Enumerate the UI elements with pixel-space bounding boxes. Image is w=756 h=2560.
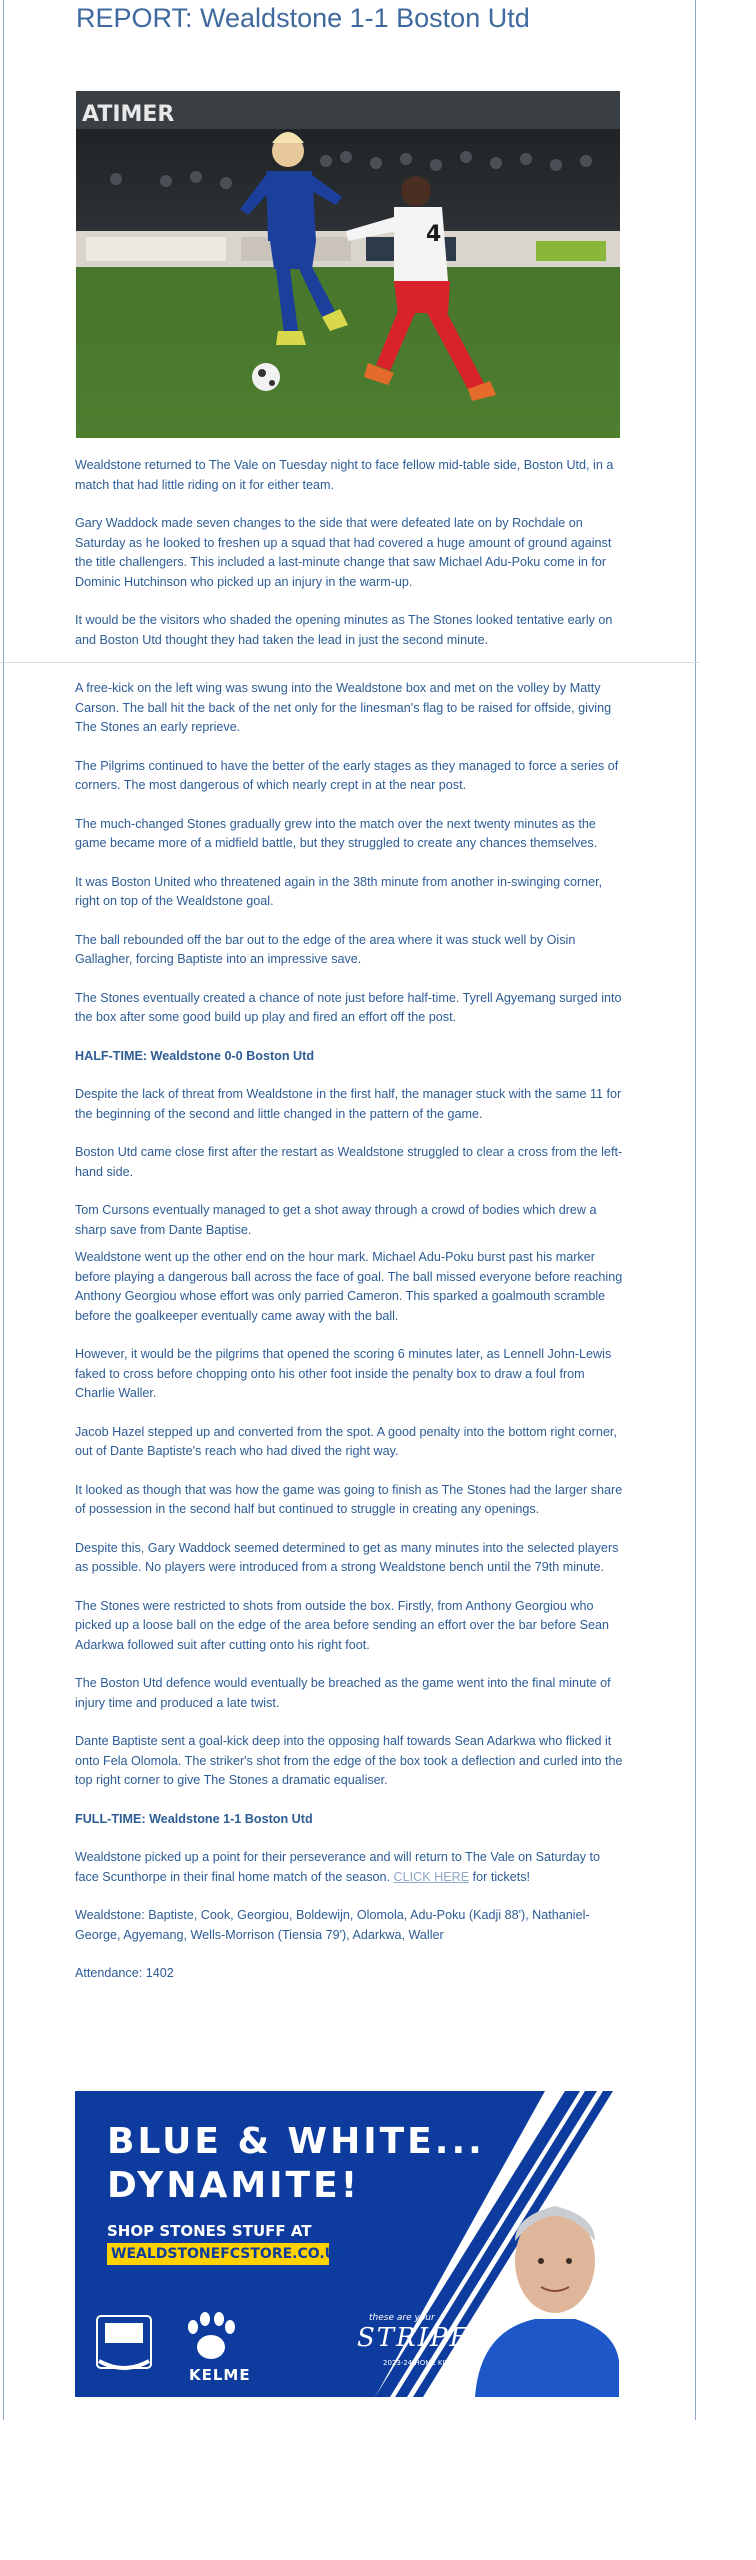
article-paragraph: It looked as though that was how the game was going to finish as The Stones had the larger share of possession in the second half but continued to struggle in creating any openings. xyxy=(75,1482,623,1516)
article-paragraph: Despite this, Gary Waddock seemed determined to get as many minutes into the selected players as possible. No players were introduced from a strong Wealdstone bench until the 79th minute. xyxy=(75,1540,619,1574)
article-paragraph: The much-changed Stones gradually grew into the match over the next twenty minutes as the game became more of a midfield battle, but they struggled to create any chances themselves. xyxy=(75,816,598,850)
article-paragraph: Tom Cursons eventually managed to get a shot away through a crowd of bodies which drew a sharp save from Dante Baptise. xyxy=(75,1203,597,1237)
banner-shop-line: SHOP STONES STUFF AT xyxy=(107,2222,312,2240)
article-paragraph: Wealdstone went up the other end on the hour mark. Michael Adu-Poku burst past his marker before playing a dangerous ball across the face of goal. The ball missed everyone before reaching Anthony Georgiou whose effort was only parried Cameron. This sparked a goalmouth scramble before the goalkeeper eventually came away with the ball. xyxy=(75,1250,623,1323)
article-paragraph: Jacob Hazel stepped up and converted from the spot. A good penalty into the bottom right corner, out of Dante Baptiste's reach who had dived the right way. xyxy=(75,1424,617,1458)
hoarding-text: ATIMER xyxy=(82,102,175,127)
article-paragraph: The ball rebounded off the bar out to the edge of the area where it was stuck well by Oisin Gallagher, forcing Baptiste into an impressive save. xyxy=(75,932,576,966)
article-paragraph: Gary Waddock made seven changes to the side that were defeated late on by Rochdale on Saturday as he looked to freshen up a squad that had covered a huge amount of ground against the title challengers. This included a last-minute change that saw Michael Adu-Poku come in for Dominic Hutchinson who picked up an injury in the warm-up. xyxy=(75,516,612,589)
article-body-part2 xyxy=(75,679,623,2003)
article-paragraph: Wealdstone returned to The Vale on Tuesday night to face fellow mid-table side, Boston Utd, in a match that had little riding on it for either team. xyxy=(75,458,614,492)
page-frame-right xyxy=(695,0,696,2420)
closing-paragraph xyxy=(75,1848,623,1887)
article-paragraph: Boston Utd came close first after the restart as Wealdstone struggled to clear a cross from the left-hand side. xyxy=(75,1145,623,1179)
article-paragraph: However, it would be the pilgrims that opened the scoring 6 minutes later, as Lennell John-Lewis faked to cross before chopping onto his other foot inside the penalty box to draw a foul from Charlie Waller. xyxy=(75,1347,612,1400)
attendance: Attendance: 1402 xyxy=(75,1966,174,1980)
article-paragraph: The Boston Utd defence would eventually be breached as the game went into the final minute of injury time and produced a late twist. xyxy=(75,1676,611,1710)
kit-brand: KELME xyxy=(189,2366,251,2384)
article-paragraph: A free-kick on the left wing was swung into the Wealdstone box and met on the volley by Matty Carson. The ball hit the back of the net only for the linesman's flag to be raised for offside, giving The Stones an early reprieve. xyxy=(75,681,612,734)
article-paragraph: Despite the lack of threat from Wealdstone in the first half, the manager stuck with the same 11 for the beginning of the second and little changed in the pattern of the game. xyxy=(75,1087,622,1121)
closing-text: Wealdstone picked up a point for their perseverance and will return to The Vale on Saturday to face Scunthorpe in their final home match of the season. xyxy=(75,1850,601,1884)
halftime-score: HALF-TIME: Wealdstone 0-0 Boston Utd xyxy=(75,1048,315,1063)
banner-tagline-small: these are your xyxy=(369,2313,435,2323)
tickets-link[interactable]: CLICK HERE xyxy=(393,1869,470,1884)
banner-shop-url[interactable]: WEALDSTONEFCSTORE.CO.UK xyxy=(111,2246,347,2262)
article-paragraph: It was Boston United who threatened again in the 38th minute from another in-swinging corner, right on top of the Wealdstone goal. xyxy=(75,874,603,908)
article-body-part1 xyxy=(75,456,623,669)
banner-headline-line1: BLUE & WHITE... xyxy=(107,2121,485,2162)
article-paragraph: Dante Baptiste sent a goal-kick deep into the opposing half towards Sean Adarkwa who flicked it onto Fela Olomola. The striker's shot from the edge of the box took a deflection and curled into the top right corner to give The Stones a dramatic equaliser. xyxy=(75,1734,623,1787)
match-photo-illustration xyxy=(76,91,620,438)
article-paragraph: It would be the visitors who shaded the opening minutes as The Stones looked tentative early on and Boston Utd thought they had taken the lead in just the second minute. xyxy=(75,613,613,647)
svg-text:4: 4 xyxy=(426,222,442,247)
banner-tagline-big: STRIPES xyxy=(357,2323,491,2353)
article-paragraph: The Pilgrims continued to have the better of the early stages as they managed to force a series of corners. The most dangerous of which nearly crept in at the near post. xyxy=(75,758,619,792)
fulltime-score: FULL-TIME: Wealdstone 1-1 Boston Utd xyxy=(75,1811,313,1826)
article-paragraph: The Stones were restricted to shots from outside the box. Firstly, from Anthony Georgiou who picked up a loose ball on the edge of the area before sending an effort over the bar before Sean Adarkwa followed suit after cutting onto his right foot. xyxy=(75,1598,609,1652)
page-frame-left xyxy=(3,0,4,2420)
shop-promo-banner[interactable] xyxy=(75,2091,619,2397)
banner-headline-line2: DYNAMITE! xyxy=(107,2165,361,2206)
match-photo xyxy=(76,91,620,438)
article-paragraph: The Stones eventually created a chance of note just before half-time. Tyrell Agyemang surged into the box after some good build up play and fired an effort off the post. xyxy=(75,990,622,1024)
page-title: REPORT: Wealdstone 1-1 Boston Utd xyxy=(76,3,530,33)
banner-season: 2023-24 HOME KIT xyxy=(383,2359,449,2367)
closing-text-end: for tickets! xyxy=(469,1869,531,1884)
team-lineup: Wealdstone: Baptiste, Cook, Georgiou, Boldewijn, Olomola, Adu-Poku (Kadji 88'), Nathaniel-George, Agyemang, Wells-Morrison (Tiensia 79'), Adarkwa, Waller xyxy=(75,1908,590,1942)
